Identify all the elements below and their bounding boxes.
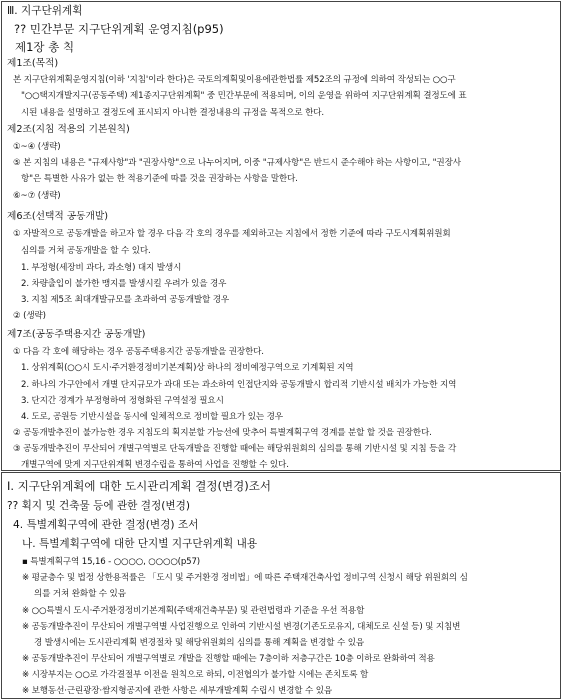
body-text: 개별구역에 맞게 지구단위계획 변경수립을 통하여 사업을 진행할 수 있다. — [21, 460, 289, 470]
chapter-heading: 제1장 총 칙 — [15, 40, 75, 54]
decision-record-box — [1, 472, 561, 699]
note-item: ※ ○○특별시 도시·주거환경정비기본계획(주택재건축부문) 및 관련법령과 기준을 우선 적용함 — [22, 606, 365, 616]
list-item: 3. 지침 제5조 최대개발규모를 초과하여 공동개발할 경우 — [21, 295, 230, 305]
article-heading: 제7조(공동주택용지간 공동개발) — [7, 329, 146, 340]
body-text: 항"은 특별한 사유가 없는 한 적용기준에 따를 것을 권장하는 사항을 말한다. — [21, 174, 298, 184]
body-text: ① 자발적으로 공동개발을 하고자 할 경우 다음 각 호의 경우를 제외하고는 지침에서 정한 기준에 따라 구도시계획위원회 — [13, 229, 451, 239]
note-item: ※ 보행동선·근린광장·쌈지형공지에 관한 사항은 세부개발계획 수립시 변경할 수 있음 — [22, 686, 333, 696]
section-heading: Ⅲ. 지구단위계획 — [7, 5, 83, 17]
body-text: 심의를 거쳐 공동개발을 할 수 있다. — [21, 246, 151, 256]
note-item: ※ 평균층수 및 법정 상한용적률은 「도시 및 주거환경 정비법」에 따른 주택재건축사업 정비구역 신청시 해당 위원회의 심 — [22, 573, 468, 583]
subsection-heading: ?? 획지 및 건축물 등에 관한 결정(변경) — [7, 500, 190, 512]
list-item: 2. 차량출입이 불가한 맹지를 발생시킬 우려가 있을 경우 — [21, 279, 227, 289]
body-text: 본 지구단위계획운영지침(이하 '지침'이라 한다)은 국토의계획및이용에관한법률 제52조의 규정에 의하여 작성되는 ○○구 — [13, 75, 456, 85]
article-heading: 제2조(지침 적용의 기본원칙) — [7, 124, 130, 135]
guideline-excerpt-box — [1, 1, 561, 471]
body-text: "○○택지개발지구(공동주택) 제1종지구단위계획" 중 민간부문에 적용되며, 이의 운영을 위하여 지구단위계획 결정도에 표 — [21, 91, 467, 101]
body-text: ⑤ 본 지침의 내용은 "규제사항"과 "권장사항"으로 나누어지며, 이중 "규제사항"은 반드시 준수해야 하는 사항이고, "권장사 — [13, 158, 461, 168]
note-item: ※ 시장부지는 ○○로 가각결절부 이전을 원칙으로 하되, 이전협의가 불가할 시에는 존치토록 함 — [22, 670, 369, 680]
note-item: ※ 공동개발추진이 무산되어 개별구역별로 개발을 진행할 때에는 7층이하 저층구간은 10층 이하로 완화하여 적용 — [22, 654, 435, 664]
body-text: ② (생략) — [13, 311, 46, 321]
section-heading: Ⅰ. 지구단위계획에 대한 도시관리계획 결정(변경)조서 — [7, 479, 271, 493]
body-text: ⑥~⑦ (생략) — [13, 191, 61, 201]
body-text: ① 다음 각 호에 해당하는 경우 공동주택용지간 공동개발을 권장한다. — [13, 347, 264, 357]
note-item: 경 발생시에는 도시관리계획 변경절차 및 해당위원회의 심의를 통해 계획을 변경할 수 있음 — [34, 638, 365, 648]
list-item: ▪ 특별계획구역 15,16 - ○○○○, ○○○○(p57) — [22, 557, 201, 567]
note-item: 의를 거쳐 완화할 수 있음 — [34, 589, 126, 599]
list-item: 2. 하나의 가구안에서 개별 단지규모가 과대 또는 과소하여 인접단지와 공동개발시 합리적 기반시설 배치가 가능한 지역 — [21, 380, 457, 390]
list-item: 4. 도로, 공원등 기반시설을 동시에 일체적으로 정비할 필요가 있는 경우 — [21, 412, 283, 422]
guideline-title: ?? 민간부문 지구단위계획 운영지침(p95) — [14, 22, 224, 36]
note-item: ※ 공동개발추진이 무산되어 개별구역별 사업진행으로 인하여 기반시설 변경(기존도로유지, 대체도로 신설 등) 및 지침변 — [22, 622, 461, 632]
article-heading: 제6조(선택적 공동개발) — [7, 211, 109, 222]
body-text: ③ 공동개발추진이 무산되어 개별구역별로 단독개발을 진행할 때에는 해당위원회의 심의를 통해 기반시설 및 지침 등을 각 — [13, 444, 457, 454]
body-text: 시된 내용을 설명하고 결정도에 표시되지 아니한 결정내용의 규정을 목적으로 한다. — [21, 108, 324, 118]
body-text: ①~④ (생략) — [13, 142, 61, 152]
list-item: 1. 부정형(세장비 과다, 과소형) 대지 발생시 — [21, 263, 182, 273]
body-text: ② 공동개발추진이 불가능한 경우 지침도의 획지분할 가능선에 맞추어 특별계획구역 경계를 분할 할 것을 권장한다. — [13, 428, 432, 438]
article-heading: 제1조(목적) — [7, 58, 59, 69]
subsection-heading: 나. 특별계획구역에 대한 단지별 지구단위계획 내용 — [22, 538, 258, 550]
list-item: 1. 상위계획(○○시 도시·주거환경정비기본계획)상 하나의 정비예정구역으로 기계획된 지역 — [21, 363, 354, 373]
list-item: 3. 단지간 경계가 부정형하여 정형화된 구역설정 필요시 — [21, 396, 224, 406]
subsection-heading: 4. 특별계획구역에 관한 결정(변경) 조서 — [13, 519, 199, 531]
